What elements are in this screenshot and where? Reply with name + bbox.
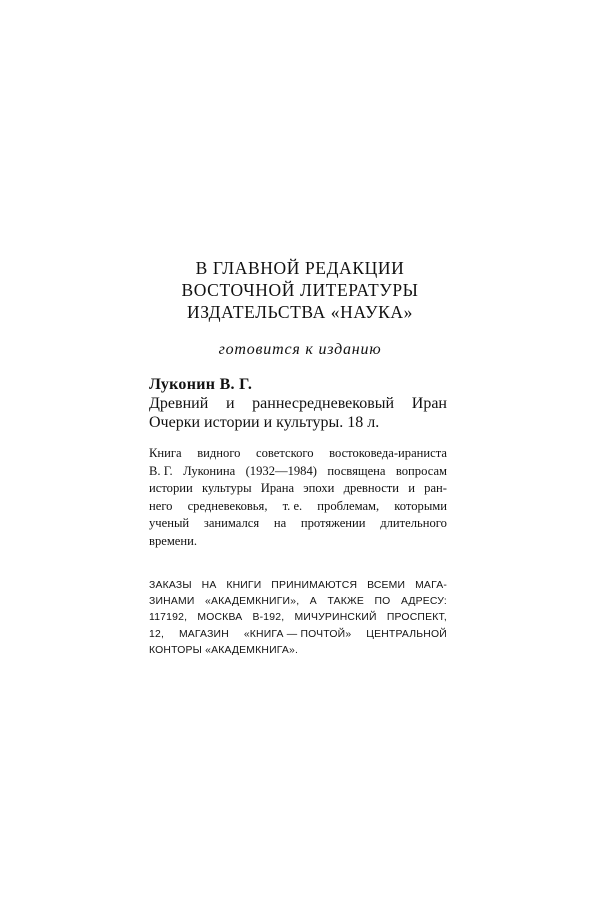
description-word: которыми bbox=[394, 498, 447, 513]
title-word: Иран bbox=[411, 395, 447, 412]
order-word: МИЧУРИНСКИЙ bbox=[294, 612, 377, 624]
description-word: ран- bbox=[424, 481, 447, 495]
order-word: «КНИГА — ПОЧТОЙ» bbox=[243, 628, 352, 640]
description-word: т. е. bbox=[282, 498, 303, 513]
order-word: ЗИНАМИ bbox=[149, 596, 195, 608]
description-last-line: времени. bbox=[149, 533, 198, 548]
description-word: эпохи bbox=[303, 481, 335, 495]
order-word: КНИГИ bbox=[226, 580, 262, 591]
order-word: ЦЕНТРАЛЬНОЙ bbox=[366, 628, 447, 640]
description-word: ученый bbox=[149, 516, 190, 530]
description-word: культуры bbox=[201, 481, 252, 495]
forthcoming-subtitle: готовится к изданию bbox=[218, 341, 382, 358]
description-line bbox=[149, 498, 447, 516]
description-word: него bbox=[149, 498, 173, 513]
book-entry bbox=[149, 375, 447, 432]
description-line bbox=[149, 480, 447, 498]
order-word: «АКАДЕМКНИГИ», bbox=[205, 596, 300, 608]
description-word: длительного bbox=[380, 516, 447, 530]
description-word: древности bbox=[343, 481, 400, 495]
order-last-line: КОНТОРЫ «АКАДЕМКНИГА». bbox=[149, 644, 299, 656]
order-word: 117192, bbox=[149, 612, 188, 624]
description-word: В. Г. bbox=[149, 463, 173, 478]
description-word: видного bbox=[197, 446, 241, 460]
order-word: МАГА- bbox=[415, 580, 447, 591]
order-line bbox=[149, 594, 447, 610]
book-title-line-1 bbox=[149, 394, 447, 413]
description-line bbox=[149, 445, 447, 463]
order-line bbox=[149, 627, 447, 643]
order-word: 12, bbox=[149, 628, 165, 640]
book-description bbox=[149, 445, 447, 550]
description-word: истории bbox=[149, 481, 193, 495]
book-title-line-2: Очерки истории и культуры. 18 л. bbox=[149, 414, 380, 431]
order-word: ВСЕМИ bbox=[367, 580, 406, 591]
order-word: МАГАЗИН bbox=[178, 628, 229, 640]
description-word: на bbox=[273, 516, 287, 530]
order-info bbox=[149, 578, 447, 659]
description-word: (1932—1984) bbox=[245, 463, 317, 478]
order-word: НА bbox=[201, 580, 217, 591]
description-word: советского bbox=[256, 446, 314, 460]
order-word: МОСКВА bbox=[197, 612, 243, 624]
heading-line-3: ИЗДАТЕЛЬСТВА «НАУКА» bbox=[187, 302, 413, 322]
description-word: вопросам bbox=[395, 463, 447, 478]
order-line bbox=[149, 578, 447, 594]
description-word: протяжении bbox=[300, 516, 366, 530]
description-word: Ирана bbox=[260, 481, 295, 495]
description-word: востоковеда-ираниста bbox=[329, 446, 447, 460]
order-line bbox=[149, 610, 447, 626]
title-word: Древний bbox=[149, 395, 209, 412]
description-line bbox=[149, 463, 447, 481]
publisher-heading bbox=[150, 257, 450, 323]
order-word: А bbox=[309, 596, 317, 608]
description-word: проблемам, bbox=[317, 498, 380, 513]
order-word: В-192, bbox=[252, 612, 285, 624]
description-word: средневековья, bbox=[187, 498, 268, 513]
description-word: посвящена bbox=[327, 463, 386, 478]
order-word: ЗАКАЗЫ bbox=[149, 580, 192, 591]
order-word: ПРИНИМАЮТСЯ bbox=[271, 580, 358, 591]
description-word: занимался bbox=[203, 516, 260, 530]
order-word: ТАКЖЕ bbox=[327, 596, 364, 608]
order-word: ПО bbox=[374, 596, 391, 608]
description-word: Книга bbox=[149, 446, 182, 460]
heading-line-1: В ГЛАВНОЙ РЕДАКЦИИ bbox=[195, 258, 405, 278]
order-word: АДРЕСУ: bbox=[400, 596, 447, 608]
book-author: Луконин В. Г. bbox=[149, 376, 253, 393]
heading-line-2: ВОСТОЧНОЙ ЛИТЕРАТУРЫ bbox=[181, 280, 419, 300]
title-word: раннесредневековый bbox=[252, 395, 395, 412]
order-word: ПРОСПЕКТ, bbox=[386, 612, 447, 624]
title-word: и bbox=[225, 395, 235, 412]
description-word: и bbox=[408, 481, 415, 495]
description-word: Луконина bbox=[183, 463, 236, 478]
description-line bbox=[149, 515, 447, 533]
